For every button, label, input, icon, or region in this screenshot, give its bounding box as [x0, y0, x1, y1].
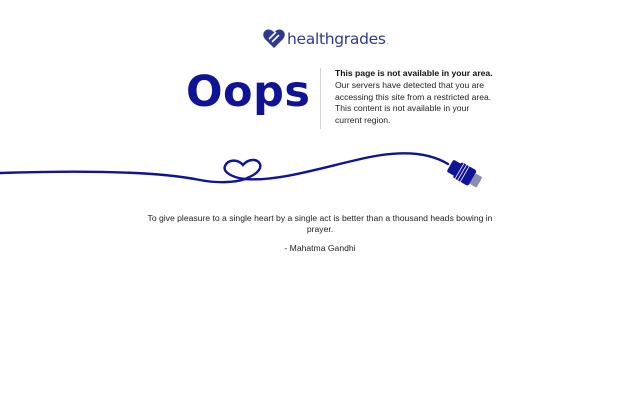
brand-trademark: . — [386, 40, 389, 46]
brand-name: healthgrades — [287, 30, 386, 48]
unplugged-cable-heart-icon — [0, 140, 640, 200]
quote-author: - Mahatma Gandhi — [284, 243, 356, 253]
error-body: Our servers have detected that you are accessing this site from a restricted area. This content is not available in your current region. — [335, 79, 492, 126]
heart-logo-icon — [263, 29, 285, 49]
quote-text: To give pleasure to a single heart by a single act is better than a thousand heads bowing in prayer. — [147, 213, 493, 234]
error-message — [335, 68, 495, 127]
error-title: Oops — [186, 67, 311, 117]
healthgrades-logo[interactable] — [263, 28, 388, 50]
vertical-divider — [320, 68, 321, 129]
error-heading: This page is not available in your area. — [335, 68, 493, 78]
